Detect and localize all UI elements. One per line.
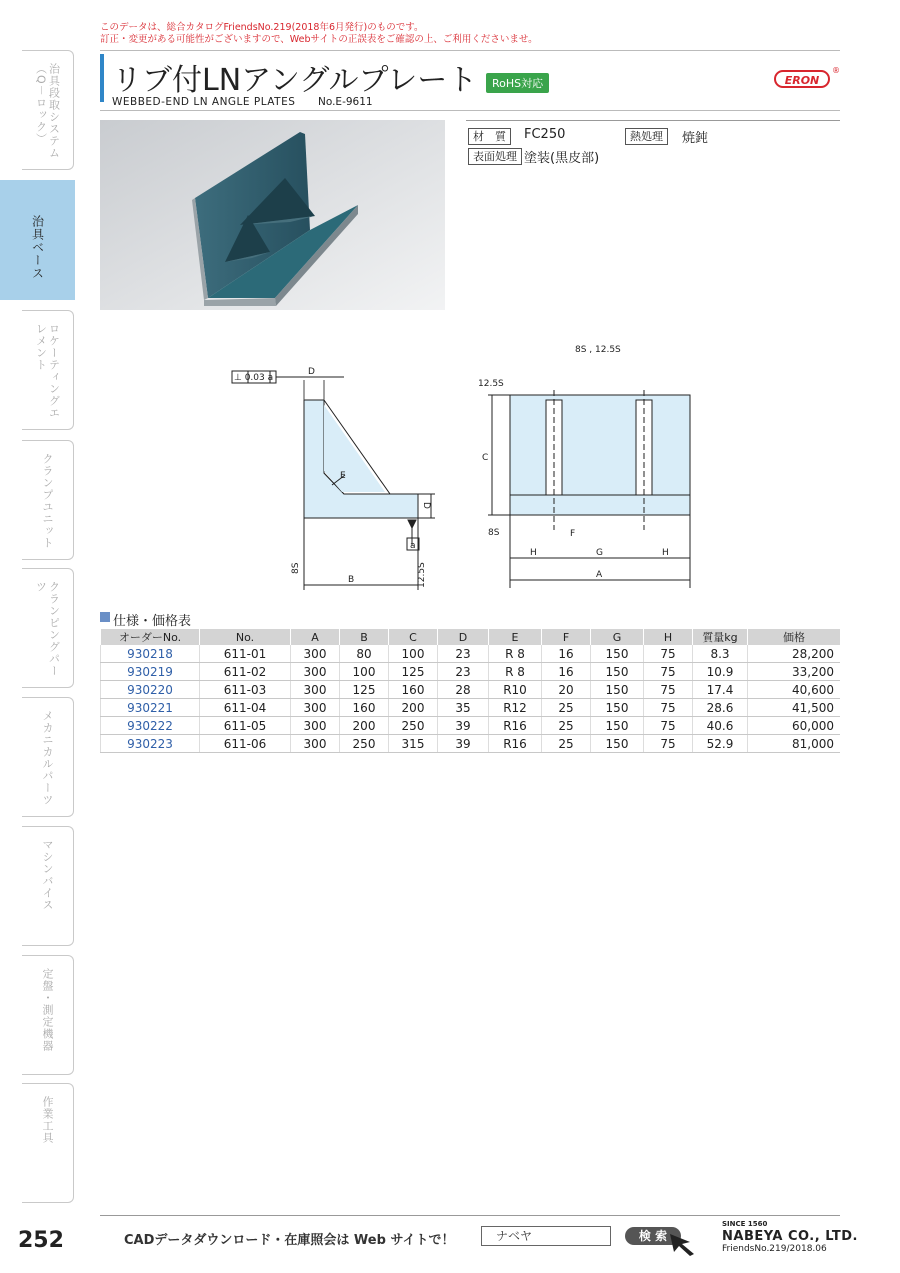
rohs-badge: RoHS対応 <box>486 73 549 93</box>
cell-no: 611-05 <box>200 717 291 735</box>
surface-treatment-label: 表面処理 <box>468 148 522 165</box>
sidebar-tab-label: 治具ベース <box>30 215 45 280</box>
cell-f: 25 <box>542 717 591 735</box>
cell-mass: 17.4 <box>693 681 748 699</box>
cell-no: 611-03 <box>200 681 291 699</box>
col-header-g: G <box>591 629 644 645</box>
company-name: NABEYA CO., LTD. <box>722 1229 858 1244</box>
cell-e: R10 <box>489 681 542 699</box>
dim-label-h-right: H <box>662 548 669 558</box>
sidebar-tab-label: メカニカルパーツ <box>41 710 54 806</box>
section-marker <box>100 612 110 622</box>
notice <box>100 22 538 46</box>
cell-price: 28,200 <box>748 645 841 663</box>
dim-label-g: G <box>596 548 603 558</box>
cell-mass: 52.9 <box>693 735 748 753</box>
product-photo <box>100 120 445 310</box>
table-row <box>101 645 841 663</box>
search-input[interactable]: ナベヤ <box>481 1226 611 1246</box>
cell-e: R 8 <box>489 645 542 663</box>
cell-d: 35 <box>438 699 489 717</box>
heat-treatment-label: 熱処理 <box>625 128 668 145</box>
cell-price: 33,200 <box>748 663 841 681</box>
sidebar-tab-label: クランピングパーツ <box>34 581 61 677</box>
dim-label-d: D <box>308 367 315 377</box>
col-header-no: No. <box>200 629 291 645</box>
cell-mass: 8.3 <box>693 645 748 663</box>
col-header-h: H <box>644 629 693 645</box>
tolerance-text: ⊥ 0.03 a <box>234 373 274 383</box>
cell-h: 75 <box>644 717 693 735</box>
spec-rule <box>466 120 840 121</box>
cell-b: 80 <box>340 645 389 663</box>
cell-mass: 40.6 <box>693 717 748 735</box>
cell-d: 23 <box>438 645 489 663</box>
cell-a: 300 <box>291 645 340 663</box>
cell-c: 315 <box>389 735 438 753</box>
title-top-rule <box>100 50 840 51</box>
product-number: No.E-9611 <box>318 96 373 108</box>
cell-a: 300 <box>291 681 340 699</box>
cell-f: 25 <box>542 699 591 717</box>
cell-order-no[interactable]: 930221 <box>101 699 200 717</box>
cell-mass: 10.9 <box>693 663 748 681</box>
col-header-mass: 質量kg <box>693 629 748 645</box>
table-row <box>101 717 841 735</box>
sidebar-tab-machine-vise[interactable] <box>22 826 74 946</box>
cell-e: R12 <box>489 699 542 717</box>
cell-price: 81,000 <box>748 735 841 753</box>
cell-g: 150 <box>591 699 644 717</box>
cell-price: 40,600 <box>748 681 841 699</box>
spec-price-table <box>100 629 840 753</box>
cell-no: 611-06 <box>200 735 291 753</box>
dim-label-a: A <box>596 570 603 580</box>
cell-h: 75 <box>644 645 693 663</box>
col-header-f: F <box>542 629 591 645</box>
cell-f: 25 <box>542 735 591 753</box>
section-title: 仕様・価格表 <box>113 614 192 629</box>
cell-h: 75 <box>644 681 693 699</box>
title-bottom-rule <box>100 110 840 111</box>
cell-g: 150 <box>591 717 644 735</box>
cell-b: 160 <box>340 699 389 717</box>
col-header-c: C <box>389 629 438 645</box>
col-header-order: オーダーNo. <box>101 629 200 645</box>
cell-order-no[interactable]: 930219 <box>101 663 200 681</box>
roughness-8s-side: 8S <box>291 562 301 574</box>
cell-order-no[interactable]: 930222 <box>101 717 200 735</box>
roughness-symbol: 8S , 12.5S <box>575 345 621 355</box>
notice-line-2: 訂正・変更がある可能性がございますので、Webサイトの正誤表をご確認の上、ご利用くださいませ。 <box>100 34 538 45</box>
material-value: FC250 <box>524 127 566 142</box>
cell-d: 39 <box>438 717 489 735</box>
cell-c: 200 <box>389 699 438 717</box>
registered-mark: ® <box>832 66 840 75</box>
cell-g: 150 <box>591 735 644 753</box>
cell-order-no[interactable]: 930223 <box>101 735 200 753</box>
technical-drawing <box>220 330 740 600</box>
front-view <box>478 345 690 588</box>
side-view <box>232 367 435 590</box>
roughness-8s-bottom: 8S <box>488 528 500 538</box>
sidebar-tab-label: マシンバイス <box>41 839 54 911</box>
sidebar-tab-label: 治具段取システム（Q－ロック） <box>34 63 61 159</box>
sidebar-tab-q-lock[interactable] <box>22 50 74 170</box>
sidebar-tab-surface-plate[interactable] <box>22 955 74 1075</box>
cell-b: 200 <box>340 717 389 735</box>
page-number: 252 <box>18 1228 64 1253</box>
surface-treatment-value: 塗装(黒皮部) <box>524 151 600 166</box>
cell-d: 28 <box>438 681 489 699</box>
sidebar-tab-mechanical-parts[interactable] <box>22 697 74 817</box>
col-header-price: 価格 <box>748 629 841 645</box>
cell-a: 300 <box>291 699 340 717</box>
dim-label-b: B <box>348 575 355 585</box>
cell-e: R 8 <box>489 663 542 681</box>
search-button[interactable]: 検 索 <box>625 1227 681 1245</box>
cell-price: 60,000 <box>748 717 841 735</box>
cell-no: 611-02 <box>200 663 291 681</box>
roughness-125s-top: 12.5S <box>478 379 504 389</box>
cell-b: 250 <box>340 735 389 753</box>
sidebar-tab-label: 作業工具 <box>41 1096 54 1144</box>
heat-treatment-value: 焼鈍 <box>682 131 709 146</box>
col-header-b: B <box>340 629 389 645</box>
dim-label-h-left: H <box>530 548 537 558</box>
cursor-arrow-icon <box>668 1232 704 1256</box>
sidebar-tab-jig-base[interactable] <box>0 180 75 300</box>
sidebar-tab-label: 定盤・測定機器 <box>41 968 54 1052</box>
dim-label-d-side: D <box>421 502 431 509</box>
cell-b: 100 <box>340 663 389 681</box>
sidebar-tab-locating-element[interactable] <box>22 310 74 430</box>
col-header-a: A <box>291 629 340 645</box>
cell-a: 300 <box>291 735 340 753</box>
roughness-125s-side: 12.5S <box>417 562 427 588</box>
cell-f: 16 <box>542 663 591 681</box>
table-row <box>101 735 841 753</box>
col-header-d: D <box>438 629 489 645</box>
cell-g: 150 <box>591 645 644 663</box>
cell-e: R16 <box>489 735 542 753</box>
cell-price: 41,500 <box>748 699 841 717</box>
cell-no: 611-01 <box>200 645 291 663</box>
cell-order-no[interactable]: 930218 <box>101 645 200 663</box>
cell-f: 16 <box>542 645 591 663</box>
sidebar-tab-label: クランプユニット <box>41 453 54 549</box>
cell-e: R16 <box>489 717 542 735</box>
page-title: リブ付LNアングルプレート <box>112 63 478 98</box>
cell-h: 75 <box>644 735 693 753</box>
table-row <box>101 699 841 717</box>
title-accent-bar <box>100 54 104 102</box>
dim-label-f: F <box>570 529 576 539</box>
sidebar-tab-work-tools[interactable] <box>22 1083 74 1203</box>
cell-d: 23 <box>438 663 489 681</box>
cell-g: 150 <box>591 681 644 699</box>
brand-logo: ERON <box>774 70 830 88</box>
material-label: 材 質 <box>468 128 511 145</box>
cad-download-text: CADデータダウンロード・在庫照会は Web サイトで！ <box>124 1233 455 1248</box>
col-header-e: E <box>489 629 542 645</box>
cell-f: 20 <box>542 681 591 699</box>
table-row <box>101 681 841 699</box>
datum-label: a <box>410 541 416 551</box>
cell-no: 611-04 <box>200 699 291 717</box>
cell-d: 39 <box>438 735 489 753</box>
catalog-number: FriendsNo.219/2018.06 <box>722 1244 827 1254</box>
notice-line-1: このデータは、総合カタログFriendsNo.219(2018年6月発行)のものです。 <box>100 22 424 33</box>
cell-h: 75 <box>644 663 693 681</box>
cell-b: 125 <box>340 681 389 699</box>
cell-a: 300 <box>291 717 340 735</box>
cell-a: 300 <box>291 663 340 681</box>
cell-c: 250 <box>389 717 438 735</box>
sidebar-tab-clamp-unit[interactable] <box>22 440 74 560</box>
product-title-en: WEBBED-END LN ANGLE PLATES <box>112 96 296 108</box>
cell-h: 75 <box>644 699 693 717</box>
table-header-row <box>101 629 841 645</box>
table-row <box>101 663 841 681</box>
sidebar-tab-label: ロケーティングエレメント <box>34 323 61 419</box>
cell-c: 125 <box>389 663 438 681</box>
sidebar-tab-clamping-parts[interactable] <box>22 568 74 688</box>
cell-mass: 28.6 <box>693 699 748 717</box>
cell-c: 100 <box>389 645 438 663</box>
since-text: SINCE 1560 <box>722 1220 768 1228</box>
cell-g: 150 <box>591 663 644 681</box>
footer-rule <box>100 1215 840 1216</box>
cell-order-no[interactable]: 930220 <box>101 681 200 699</box>
dim-label-c: C <box>482 453 489 463</box>
cell-c: 160 <box>389 681 438 699</box>
dim-label-e: E <box>340 471 346 481</box>
